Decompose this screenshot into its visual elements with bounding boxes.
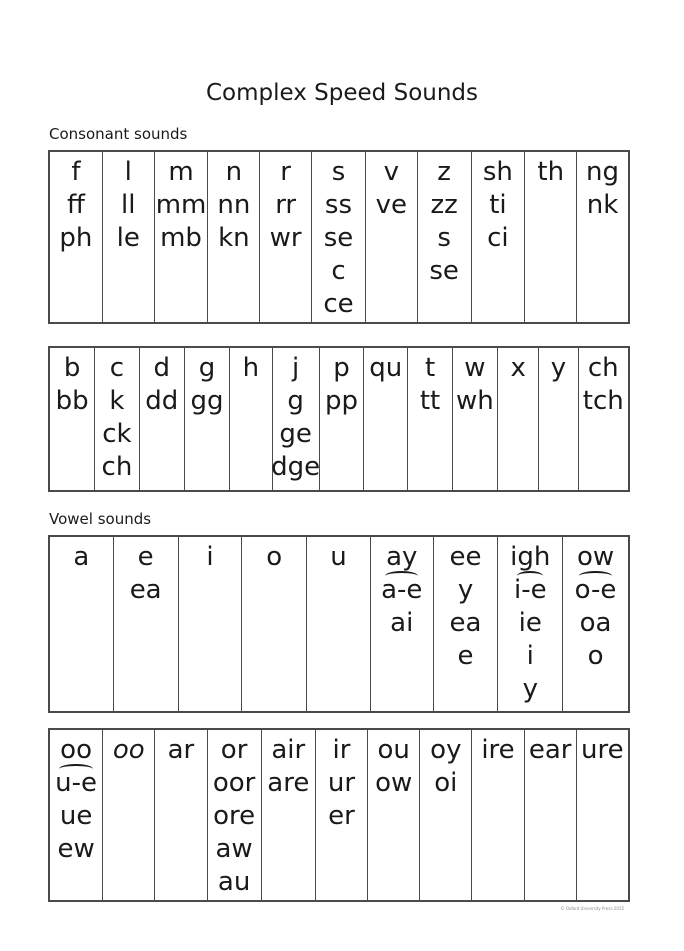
sound-spelling: ce [323, 289, 354, 319]
sound-column [229, 348, 271, 490]
sound-column [578, 348, 628, 490]
sound-spelling: oy [430, 735, 462, 765]
sound-spelling: th [537, 157, 565, 187]
sound-spelling: qu [369, 353, 403, 383]
sound-column [50, 730, 102, 900]
sound-spelling: ll [120, 190, 136, 220]
sound-spelling: ir [332, 735, 351, 765]
sound-spelling: nn [217, 190, 251, 220]
sound-spelling: y [457, 575, 474, 605]
sound-spelling: g [198, 353, 216, 383]
sound-column [433, 537, 498, 711]
vowel-grid-1 [48, 535, 630, 713]
sound-spelling: ar [167, 735, 195, 765]
sound-spelling: ea [129, 575, 162, 605]
sound-column [471, 730, 523, 900]
split-digraph: a-e [381, 574, 422, 607]
sound-spelling: ie [518, 608, 542, 638]
sound-spelling [514, 574, 547, 607]
sound-column [524, 152, 576, 322]
sound-column [154, 730, 206, 900]
sound-column [419, 730, 471, 900]
sound-spelling: gg [190, 386, 224, 416]
sound-column [471, 152, 525, 322]
sound-spelling: k [109, 386, 125, 416]
split-digraph: o-e [575, 574, 617, 607]
sound-spelling: oi [434, 768, 458, 798]
sound-column [417, 152, 471, 322]
sound-column [272, 348, 319, 490]
sound-spelling: are [267, 768, 310, 798]
sound-spelling: o [266, 542, 283, 572]
sound-spelling: wh [455, 386, 494, 416]
split-digraph-arc [59, 764, 92, 774]
sound-spelling: oor [212, 768, 256, 798]
sound-spelling: dge [271, 452, 321, 482]
split-digraph-arc [385, 571, 418, 581]
sound-spelling: bb [55, 386, 89, 416]
sound-spelling [381, 574, 422, 607]
sound-spelling: ff [66, 190, 85, 220]
sound-spelling: b [63, 353, 81, 383]
sound-spelling: g [287, 386, 304, 416]
sound-column [178, 537, 242, 711]
sound-spelling: a [73, 542, 90, 572]
copyright-mark: © Oxford University Press 2015 [560, 906, 624, 911]
sound-spelling: igh [510, 542, 551, 572]
sound-column [184, 348, 229, 490]
consonant-grid-2 [48, 346, 630, 492]
sound-column [102, 730, 154, 900]
sound-spelling: c [109, 353, 125, 383]
sound-spelling: ow [375, 768, 413, 798]
sound-spelling: ear [528, 735, 572, 765]
sound-spelling: ee [449, 542, 482, 572]
sound-column [259, 152, 311, 322]
sound-spelling: nk [586, 190, 619, 220]
sound-column [50, 348, 94, 490]
sound-column [94, 348, 138, 490]
sound-spelling: zz [430, 190, 458, 220]
sound-spelling: sh [482, 157, 513, 187]
sound-spelling: ck [102, 419, 132, 449]
sound-spelling: tt [419, 386, 441, 416]
sound-spelling: au [217, 867, 251, 897]
sound-column [319, 348, 363, 490]
sound-spelling: j [292, 353, 300, 383]
sound-column [241, 537, 306, 711]
sound-spelling [575, 574, 617, 607]
sound-spelling: ti [489, 190, 507, 220]
consonant-grid-1 [48, 150, 630, 324]
sound-spelling: ur [327, 768, 356, 798]
sound-column [315, 730, 367, 900]
consonant-sounds-label: Consonant sounds [49, 125, 188, 143]
sound-column [50, 152, 102, 322]
sound-column [207, 152, 259, 322]
sound-column [139, 348, 184, 490]
sound-spelling: i [526, 641, 534, 671]
sound-spelling: wr [269, 223, 302, 253]
sound-spelling: y [522, 674, 538, 704]
sound-column [154, 152, 208, 322]
sound-column [365, 152, 417, 322]
sound-spelling: u [330, 542, 347, 572]
sound-column [562, 537, 628, 711]
sound-column [576, 730, 628, 900]
sound-column [311, 152, 365, 322]
sound-column [363, 348, 407, 490]
sound-spelling: ire [481, 735, 515, 765]
sound-spelling: ore [213, 801, 256, 831]
sound-spelling: ow [576, 542, 615, 572]
sound-column [452, 348, 497, 490]
sound-spelling: se [323, 223, 354, 253]
split-digraph: i-e [514, 574, 547, 607]
sound-spelling: ch [101, 452, 133, 482]
sound-column [207, 730, 261, 900]
sound-spelling: i [206, 542, 214, 572]
sound-spelling: rr [275, 190, 297, 220]
sound-spelling: d [153, 353, 170, 383]
sound-column [576, 152, 628, 322]
split-digraph: u-e [55, 767, 97, 800]
sound-spelling: or [220, 735, 248, 765]
sound-column [538, 348, 577, 490]
sound-spelling: z [437, 157, 451, 187]
sound-spelling: y [550, 353, 567, 383]
sound-column [407, 348, 451, 490]
sound-column [113, 537, 178, 711]
page-title: Complex Speed Sounds [205, 80, 478, 106]
sound-spelling: kn [218, 223, 250, 253]
vowel-sounds-label: Vowel sounds [49, 510, 152, 528]
sound-spelling [55, 767, 97, 800]
sound-spelling: o [587, 641, 604, 671]
sound-spelling: ph [59, 223, 93, 253]
sound-spelling: f [71, 157, 81, 187]
sound-spelling: ve [375, 190, 407, 220]
sound-spelling: w [464, 353, 486, 383]
sound-spelling: mb [160, 223, 202, 253]
sound-column [102, 152, 154, 322]
sound-spelling: ci [487, 223, 509, 253]
sound-spelling: ew [57, 834, 95, 864]
sound-column [497, 348, 538, 490]
split-digraph-arc [579, 571, 612, 581]
sound-spelling: s [331, 157, 346, 187]
sound-spelling: ay [386, 542, 418, 572]
sound-spelling: mm [155, 190, 207, 220]
sound-column [367, 730, 419, 900]
sound-column [524, 730, 576, 900]
sound-spelling: c [331, 256, 346, 286]
sound-spelling: e [457, 641, 474, 671]
sound-spelling: ge [279, 419, 312, 449]
sound-spelling: x [510, 353, 526, 383]
sound-spelling: aw [215, 834, 253, 864]
vowel-grid-2 [48, 728, 630, 902]
sound-spelling: e [137, 542, 154, 572]
sound-spelling: oo [112, 735, 145, 765]
sound-spelling: pp [324, 386, 358, 416]
sound-spelling: oa [579, 608, 612, 638]
sound-spelling: dd [145, 386, 179, 416]
sound-spelling: ng [586, 157, 620, 187]
sound-column [497, 537, 562, 711]
sound-spelling: l [124, 157, 132, 187]
sound-spelling: t [424, 353, 436, 383]
sound-column [261, 730, 315, 900]
sound-spelling: se [429, 256, 459, 286]
sound-spelling: n [225, 157, 243, 187]
sound-spelling: ue [59, 801, 93, 831]
sound-spelling: oo [60, 735, 92, 765]
sound-spelling: ou [377, 735, 410, 765]
sound-column [370, 537, 433, 711]
sound-spelling: m [168, 157, 194, 187]
sound-spelling: p [333, 353, 350, 383]
sound-spelling: ure [581, 735, 624, 765]
sound-spelling: r [280, 157, 291, 187]
split-digraph-arc [517, 571, 543, 581]
sound-spelling: ea [449, 608, 482, 638]
sound-spelling: v [383, 157, 399, 187]
sound-spelling: ch [587, 353, 619, 383]
sound-spelling: ss [324, 190, 353, 220]
sound-spelling: air [271, 735, 306, 765]
sound-spelling: le [116, 223, 140, 253]
sound-spelling: tch [582, 386, 624, 416]
sound-column [50, 537, 113, 711]
sound-column [306, 537, 370, 711]
sound-spelling: h [242, 353, 260, 383]
sound-spelling: s [437, 223, 451, 253]
sound-spelling: ai [390, 608, 414, 638]
sound-spelling: er [328, 801, 355, 831]
